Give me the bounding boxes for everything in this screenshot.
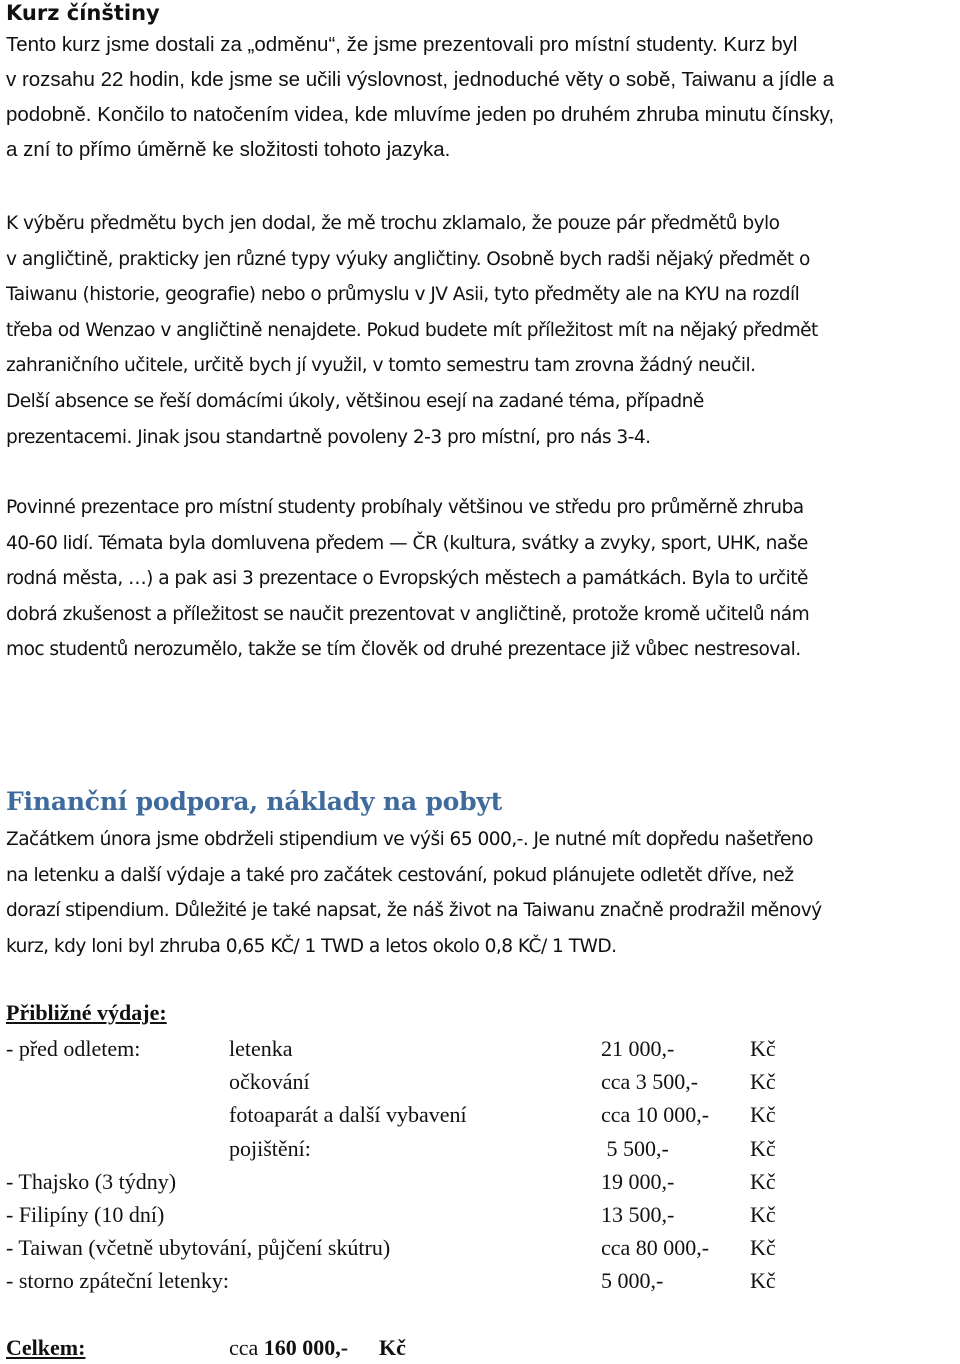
total-prefix: cca: [229, 1335, 264, 1360]
text-line: rodná města, …) a pak asi 3 prezentace o Evropských městech a památkách. Byla to určitě: [6, 568, 808, 590]
text-line: moc studentů nerozumělo, takže se tím člověk od druhé prezentace již vůbec nestresoval.: [6, 639, 801, 661]
expense-amount: 21 000,-: [601, 1036, 675, 1061]
text-line: dorazí stipendium. Důležité je také napsat, že náš život na Taiwanu značně prodražil měnový: [6, 900, 822, 922]
course-heading: Kurz čínštiny: [6, 1, 160, 25]
expense-group: - Thajsko (3 týdny): [6, 1168, 177, 1194]
expense-group: - storno zpáteční letenky:: [6, 1268, 229, 1294]
expense-amount: cca 10 000,-: [601, 1102, 710, 1128]
expense-currency: Kč: [750, 1102, 776, 1128]
expenses-title: Přibližné výdaje:: [6, 1000, 167, 1025]
expense-currency: Kč: [750, 1069, 776, 1095]
text-line: prezentacemi. Jinak jsou standartně povoleny 2-3 pro místní, pro nás 3-4.: [6, 426, 651, 448]
text-line: Povinné prezentace pro místní studenty probíhaly většinou ve středu pro průměrně zhruba: [6, 497, 804, 518]
expense-group: - před odletem:: [6, 1036, 141, 1061]
text-line: Začátkem února jsme obdrželi stipendium ve výši 65 000,-. Je nutné mít dopředu našetřeno: [6, 829, 813, 850]
text-line: třeba od Wenzao v angličtině nenajdete. Pokud budete mít příležitost mít na nějaký předmět: [6, 319, 818, 341]
total-amount: 160 000,-: [263, 1335, 349, 1360]
expense-item: pojištění:: [229, 1135, 311, 1161]
text-line: Delší absence se řeší domácími úkoly, většinou esejí na zadané téma, případně: [6, 390, 704, 412]
expense-amount: 13 500,-: [601, 1201, 675, 1227]
expense-currency: Kč: [750, 1201, 776, 1227]
subjects-paragraph: [6, 206, 954, 455]
expense-currency: Kč: [750, 1168, 776, 1194]
text-line: Taiwanu (historie, geografie) nebo o průmyslu v JV Asii, tyto předměty ale na KYU na rozdíl: [6, 284, 800, 306]
total-value: [229, 1333, 348, 1363]
text-line: zahraničního učitele, určitě bych jí využil, v tomto semestru tam zrovna žádný neučil.: [6, 355, 756, 377]
expense-group: - Taiwan (včetně ubytování, půjčení skútru): [6, 1235, 391, 1261]
expense-amount: cca 3 500,-: [601, 1069, 699, 1095]
total-currency: Kč: [379, 1335, 406, 1360]
expense-amount: 5 000,-: [601, 1268, 664, 1294]
text-line: podobně. Končilo to natočením videa, kde mluvíme jeden po druhém zhruba minutu čínsky,: [6, 103, 835, 126]
expense-amount: cca 80 000,-: [601, 1235, 710, 1261]
course-paragraph: [6, 27, 954, 167]
expense-group: - Filipíny (10 dní): [6, 1201, 165, 1227]
text-line: v rozsahu 22 hodin, kde jsme se učili výslovnost, jednoduché věty o sobě, Taiwanu a jídle a: [6, 68, 835, 91]
expense-item: letenka: [229, 1036, 293, 1061]
expense-currency: Kč: [750, 1135, 776, 1161]
expense-amount: 5 500,-: [601, 1135, 669, 1161]
total-label: Celkem:: [6, 1335, 86, 1360]
text-line: K výběru předmětu bych jen dodal, že mě trochu zklamalo, že pouze pár předmětů bylo: [6, 213, 780, 234]
expense-item: očkování: [229, 1069, 310, 1095]
expense-currency: Kč: [750, 1268, 776, 1294]
text-line: kurz, kdy loni byl zhruba 0,65 KČ/ 1 TWD a letos okolo 0,8 KČ/ 1 TWD.: [6, 935, 617, 957]
expense-currency: Kč: [750, 1036, 776, 1061]
text-line: 40-60 lidí. Témata byla domluvena předem — ČR (kultura, svátky a zvyky, sport, UHK, naše: [6, 532, 808, 554]
expense-amount: 19 000,-: [601, 1168, 675, 1194]
text-line: Tento kurz jsme dostali za „odměnu“, že jsme prezentovali pro místní studenty. Kurz byl: [6, 33, 798, 56]
text-line: na letenku a další výdaje a také pro začátek cestování, pokud plánujete odletět dříve, než: [6, 864, 794, 886]
expense-currency: Kč: [750, 1235, 776, 1261]
presentations-paragraph: [6, 490, 954, 668]
text-line: a zní to přímo úměrně ke složitosti tohoto jazyka.: [6, 138, 451, 161]
text-line: v angličtině, prakticky jen různé typy výuky angličtiny. Osobně bych radši nějaký předmět o: [6, 248, 810, 270]
expense-item: fotoaparát a další vybavení: [229, 1102, 467, 1128]
finance-heading: Finanční podpora, náklady na pobyt: [6, 787, 503, 816]
finance-paragraph: [6, 822, 954, 964]
text-line: dobrá zkušenost a příležitost se naučit prezentovat v angličtině, protože kromě učitelů nám: [6, 603, 810, 625]
